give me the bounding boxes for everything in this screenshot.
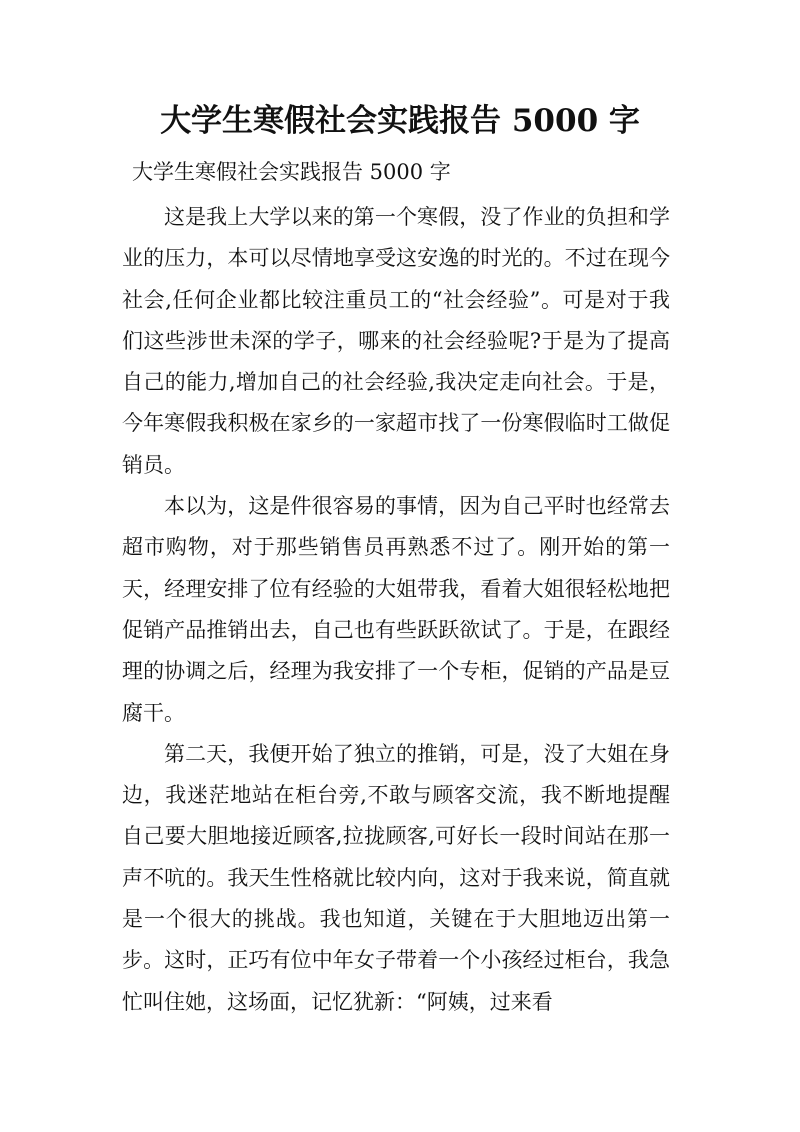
document-body xyxy=(122,197,670,1023)
paragraph: 本以为，这是件很容易的事情，因为自己平时也经常去超市购物，对于那些销售员再熟悉不过了。刚开始的第一天，经理安排了位有经验的大姐带我，看着大姐很轻松地把促销产品推销出去，自己也有些跃跃欲试了。于是，在跟经理的协调之后，经理为我安排了一个专柜，促销的产品是豆腐干。 xyxy=(122,494,670,725)
paragraph: 这是我上大学以来的第一个寒假，没了作业的负担和学业的压力，本可以尽情地享受这安逸的时光的。不过在现今社会,任何企业都比较注重员工的“社会经验”。可是对于我们这些涉世未深的学子，哪来的社会经验呢?于是为了提高自己的能力,增加自己的社会经验,我决定走向社会。于是，今年寒假我积极在家乡的一家超市找了一份寒假临时工做促销员。 xyxy=(122,205,670,477)
page-title: 大学生寒假社会实践报告 5000 字 xyxy=(160,103,640,139)
document-subtitle: 大学生寒假社会实践报告 5000 字 xyxy=(132,160,451,184)
paragraph: 第二天，我便开始了独立的推销，可是，没了大姐在身边，我迷茫地站在柜台旁,不敢与顾客交流，我不断地提醒自己要大胆地接近顾客,拉拢顾客,可好长一段时间站在那一声不吭的。我天生性格就比较内向，这对于我来说，简直就是一个很大的挑战。我也知道，关键在于大胆地迈出第一步。这时，正巧有位中年女子带着一个小孩经过柜台，我急忙叫住她，这场面，记忆犹新：“阿姨，过来看 xyxy=(122,741,670,1014)
